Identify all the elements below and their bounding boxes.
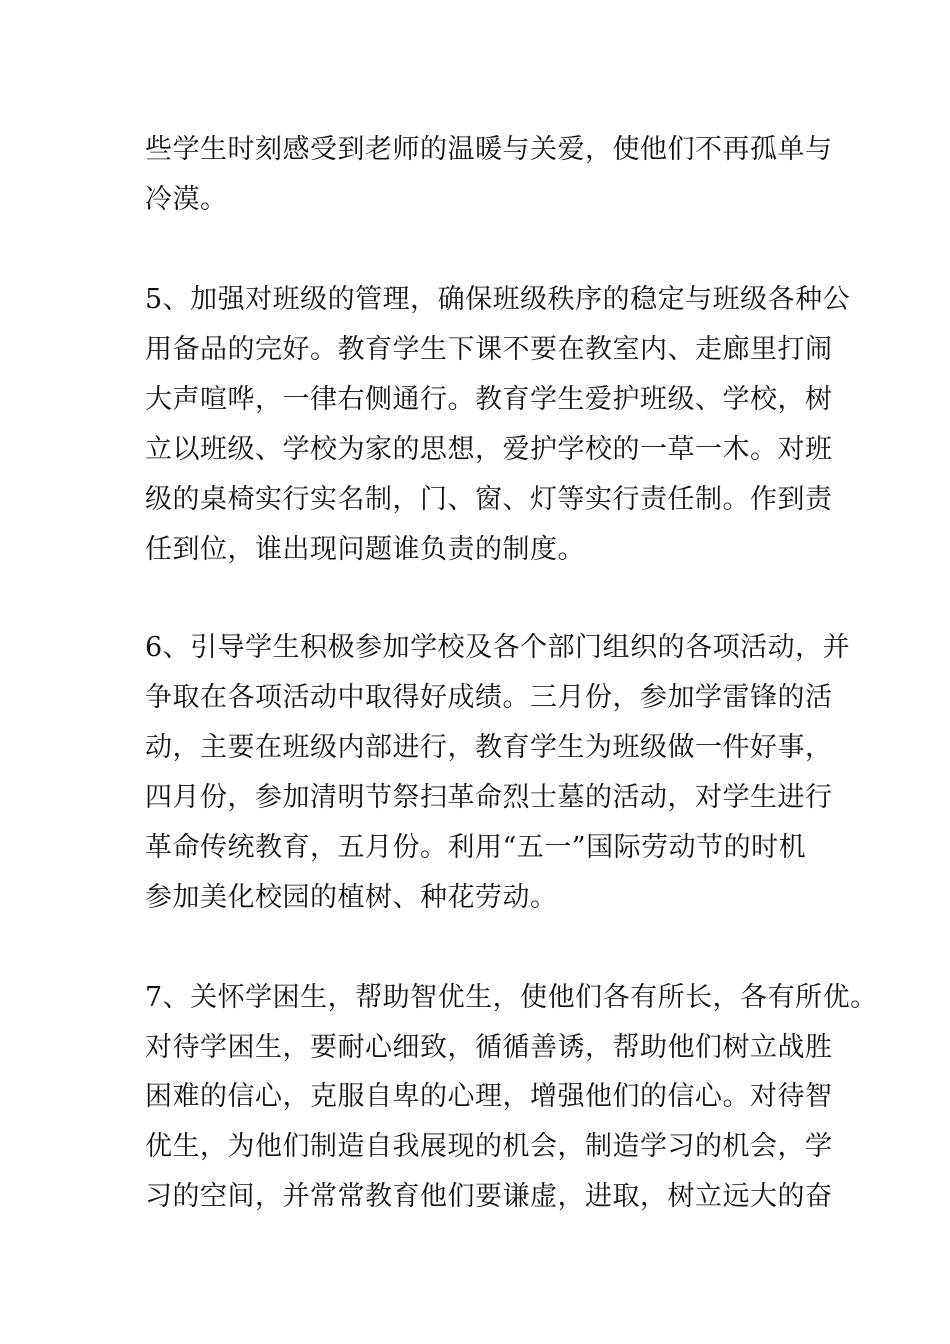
text-line: 优生，为他们制造自我展现的机会，制造学习的机会，学	[145, 1131, 833, 1162]
text-line: 6、引导学生积极参加学校及各个部门组织的各项活动，并	[145, 632, 851, 663]
text-line: 任到位，谁出现问题谁负责的制度。	[145, 534, 585, 565]
text-line: 动，主要在班级内部进行，教育学生为班级做一件好事，	[145, 732, 833, 763]
text-line: 对待学困生，要耐心细致，循循善诱，帮助他们树立战胜	[145, 1032, 833, 1063]
text-line: 参加美化校园的植树、种花劳动。	[145, 882, 558, 913]
text-line: 争取在各项活动中取得好成绩。三月份，参加学雷锋的活	[145, 682, 833, 713]
text-line: 5、加强对班级的管理，确保班级秩序的稳定与班级各种公	[145, 284, 851, 315]
text-line: 用备品的完好。教育学生下课不要在教室内、走廊里打闹	[145, 334, 833, 365]
text-line: 7、关怀学困生，帮助智优生，使他们各有所长，各有所优。	[145, 982, 878, 1013]
text-line: 四月份，参加清明节祭扫革命烈士墓的活动，对学生进行	[145, 782, 833, 813]
text-line: 些学生时刻感受到老师的温暖与关爱，使他们不再孤单与	[145, 134, 833, 165]
text-line: 习的空间，并常常教育他们要谦虚，进取，树立远大的奋	[145, 1181, 833, 1212]
text-line: 困难的信心，克服自卑的心理，增强他们的信心。对待智	[145, 1081, 833, 1112]
text-line: 大声喧哗，一律右侧通行。教育学生爱护班级、学校，树	[145, 384, 833, 415]
text-line: 立以班级、学校为家的思想，爱护学校的一草一木。对班	[145, 434, 833, 465]
text-line: 革命传统教育，五月份。利用“五一”国际劳动节的时机	[145, 832, 807, 863]
text-line: 冷漠。	[145, 184, 228, 215]
text-line: 级的桌椅实行实名制，门、窗、灯等实行责任制。作到责	[145, 484, 833, 515]
